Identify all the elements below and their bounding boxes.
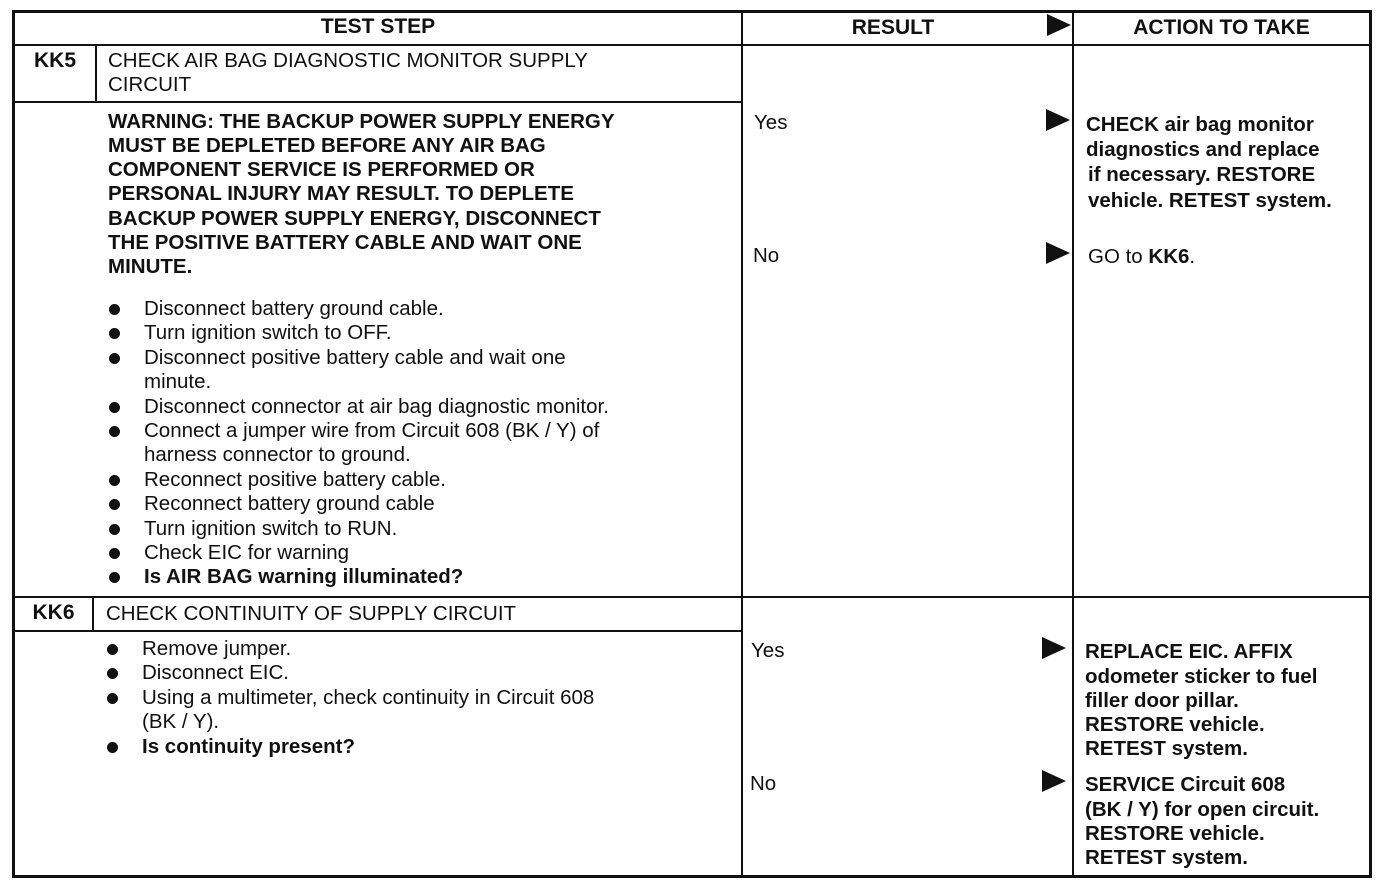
kk5-warning-line: MUST BE DEPLETED BEFORE ANY AIR BAG xyxy=(108,134,546,157)
header-divider xyxy=(12,44,1372,46)
bullet-icon xyxy=(109,572,120,583)
kk5-warning-line: WARNING: THE BACKUP POWER SUPPLY ENERGY xyxy=(108,110,615,133)
kk6-action-no-line: RETEST system. xyxy=(1085,846,1248,869)
kk5-step-code: KK5 xyxy=(33,49,76,72)
kk6-action-no-line: RESTORE vehicle. xyxy=(1085,822,1265,845)
list-item: Reconnect positive battery cable. xyxy=(144,468,446,491)
kk5-warning-line: THE POSITIVE BATTERY CABLE AND WAIT ONE xyxy=(108,231,582,254)
kk6-yes-arrow-icon xyxy=(1042,637,1066,659)
bullet-icon xyxy=(107,693,118,704)
bullet-icon xyxy=(109,328,120,339)
kk5-action-yes-line: CHECK air bag monitor xyxy=(1086,113,1314,136)
kk5-title-line: CHECK AIR BAG DIAGNOSTIC MONITOR SUPPLY xyxy=(108,49,588,72)
list-item: Connect a jumper wire from Circuit 608 (BK / Y) of xyxy=(144,419,600,442)
list-item: Disconnect EIC. xyxy=(142,661,289,684)
bullet-icon xyxy=(107,644,118,655)
header-arrow-icon xyxy=(1047,14,1071,36)
kk5-code-divider xyxy=(95,44,97,102)
kk5-action-yes-line: vehicle. RETEST system. xyxy=(1088,189,1332,212)
kk6-result-no: No xyxy=(750,772,777,795)
kk6-action-yes-line: odometer sticker to fuel xyxy=(1085,665,1318,688)
bullet-icon xyxy=(107,742,118,753)
header-test-step: TEST STEP xyxy=(320,15,436,38)
kk6-action-yes-line: filler door pillar. xyxy=(1085,689,1239,712)
kk5-title-line: CIRCUIT xyxy=(108,73,192,96)
kk5-result-no: No xyxy=(753,244,780,267)
kk6-title-underline xyxy=(12,630,743,632)
kk6-no-arrow-icon xyxy=(1042,770,1066,792)
kk5-warning-line: COMPONENT SERVICE IS PERFORMED OR xyxy=(108,158,535,181)
kk6-reference: KK6 xyxy=(1148,245,1190,268)
kk6-action-yes-line: REPLACE EIC. AFFIX xyxy=(1085,640,1293,663)
list-item: Turn ignition switch to RUN. xyxy=(144,517,398,540)
kk6-code-divider xyxy=(92,597,94,631)
list-item: Disconnect battery ground cable. xyxy=(144,297,444,320)
kk6-action-yes-line: RETEST system. xyxy=(1085,737,1248,760)
kk6-result-yes: Yes xyxy=(751,639,785,662)
list-item-question: Is continuity present? xyxy=(142,735,355,758)
list-item-continued: (BK / Y). xyxy=(142,710,220,733)
list-item: Reconnect battery ground cable xyxy=(144,492,435,515)
column-divider-result xyxy=(741,10,743,878)
kk5-action-yes-line: if necessary. RESTORE xyxy=(1088,163,1316,186)
kk5-result-yes: Yes xyxy=(754,111,788,134)
kk5-warning-line: MINUTE. xyxy=(108,255,193,278)
kk5-warning-line: PERSONAL INJURY MAY RESULT. TO DEPLETE xyxy=(108,182,574,205)
kk5-warning-line: BACKUP POWER SUPPLY ENERGY, DISCONNECT xyxy=(108,207,601,230)
list-item-question: Is AIR BAG warning illuminated? xyxy=(144,565,464,588)
kk5-action-yes-line: diagnostics and replace xyxy=(1086,138,1320,161)
list-item: Check EIC for warning xyxy=(144,541,350,564)
list-item-continued: minute. xyxy=(144,370,212,393)
kk5-yes-arrow-icon xyxy=(1046,109,1070,131)
header-result: RESULT xyxy=(851,16,935,39)
bullet-icon xyxy=(109,353,120,364)
list-item: Disconnect positive battery cable and wait one xyxy=(144,346,566,369)
bullet-icon xyxy=(109,475,120,486)
table-border-bottom xyxy=(12,875,1372,878)
table-border-right xyxy=(1369,10,1372,878)
kk5-action-no: GO to KK6. xyxy=(1088,245,1196,268)
bullet-icon xyxy=(109,426,120,437)
bullet-icon xyxy=(109,304,120,315)
bullet-icon xyxy=(109,548,120,559)
kk5-kk6-divider xyxy=(12,596,1372,598)
column-divider-action xyxy=(1072,10,1074,878)
bullet-icon xyxy=(109,402,120,413)
bullet-icon xyxy=(109,499,120,510)
list-item: Disconnect connector at air bag diagnostic monitor. xyxy=(144,395,609,418)
kk5-title-underline xyxy=(12,101,743,103)
list-item: Remove jumper. xyxy=(142,637,292,660)
kk6-action-no-line: (BK / Y) for open circuit. xyxy=(1085,798,1320,821)
list-item: Using a multimeter, check continuity in Circuit 608 xyxy=(142,686,595,709)
kk6-action-yes-line: RESTORE vehicle. xyxy=(1085,713,1265,736)
kk6-title-line: CHECK CONTINUITY OF SUPPLY CIRCUIT xyxy=(106,602,517,625)
header-action: ACTION TO TAKE xyxy=(1133,16,1310,39)
kk6-step-code: KK6 xyxy=(32,601,75,624)
table-border-left xyxy=(12,10,15,878)
bullet-icon xyxy=(107,668,118,679)
kk6-action-no-line: SERVICE Circuit 608 xyxy=(1085,773,1286,796)
list-item: Turn ignition switch to OFF. xyxy=(144,321,392,344)
list-item-continued: harness connector to ground. xyxy=(144,443,411,466)
kk5-no-arrow-icon xyxy=(1046,242,1070,264)
bullet-icon xyxy=(109,524,120,535)
